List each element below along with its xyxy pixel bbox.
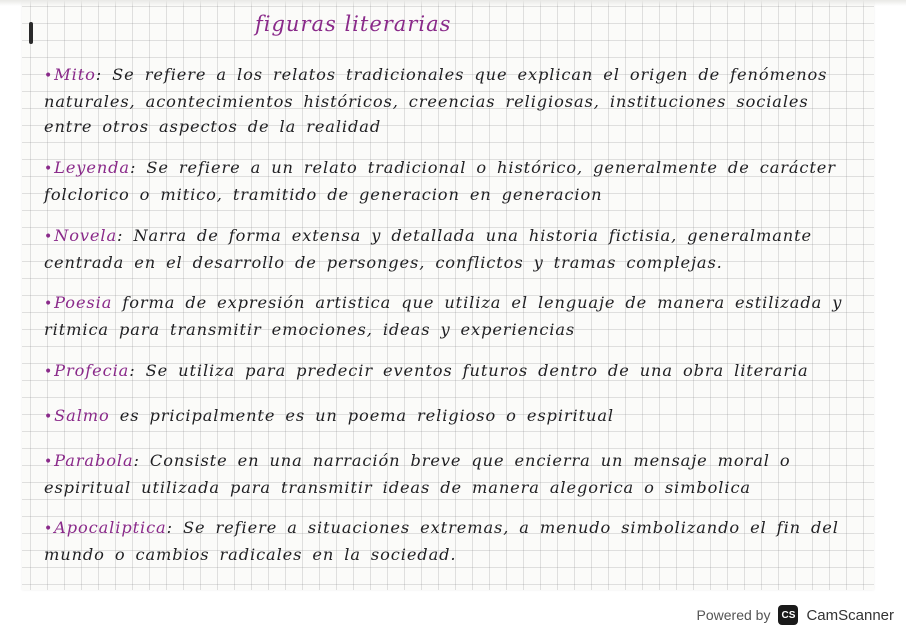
entry-mito: [44, 62, 854, 139]
entry-definition: forma de expresión artistica que utiliza el lenguaje de manera estilizada y ritmica para transmitir emociones, ideas y experiencias: [44, 293, 843, 339]
bullet-icon: •: [44, 364, 54, 380]
entry-profecia: [44, 358, 854, 385]
entry-definition: : Se refiere a un relato tradicional o histórico, generalmente de carácter folclorico o mitico, tramitido de generacion en generacion: [44, 158, 836, 204]
entry-term: Salmo: [54, 406, 110, 425]
page-title: figuras literarias: [255, 12, 452, 36]
entry-definition: : Se utiliza para predecir eventos futuros dentro de una obra literaria: [129, 361, 809, 380]
bullet-icon: •: [44, 229, 54, 245]
camscanner-watermark: [697, 600, 894, 630]
entry-term: Mito: [54, 65, 96, 84]
bullet-icon: •: [44, 521, 54, 537]
entry-apocaliptica: [44, 515, 854, 567]
entry-parabola: [44, 448, 854, 500]
bullet-icon: •: [44, 68, 54, 84]
powered-by-label: Powered by: [696, 607, 771, 623]
entry-term: Apocaliptica: [54, 518, 167, 537]
entry-term: Novela: [54, 226, 118, 245]
entry-salmo: [44, 403, 854, 430]
entry-term: Parabola: [54, 451, 134, 470]
entry-term: Profecia: [54, 361, 130, 380]
entry-term: Poesia: [54, 293, 113, 312]
sheet-top-edge: [0, 0, 906, 6]
bullet-icon: •: [44, 296, 54, 312]
entry-novela: [44, 223, 854, 275]
bullet-icon: •: [44, 409, 54, 425]
entry-poesia: [44, 290, 854, 342]
entry-definition: : Se refiere a situaciones extremas, a menudo simbolizando el fin del mundo o cambios radicales en la sociedad.: [44, 518, 839, 564]
entry-definition: : Narra de forma extensa y detallada una historia fictisia, generalmante centrada en el desarrollo de personges, conflictos y tramas complejas.: [44, 226, 813, 272]
entry-leyenda: [44, 155, 854, 207]
camscanner-name: CamScanner: [806, 606, 894, 624]
camscanner-logo-icon: CS: [778, 605, 798, 625]
entry-definition: : Consiste en una narración breve que encierra un mensaje moral o espiritual utilizada para transmitir ideas de manera alegorica o simbolica: [44, 451, 791, 497]
bullet-icon: •: [44, 161, 54, 177]
bullet-icon: •: [44, 454, 54, 470]
entry-definition: es pricipalmente es un poema religioso o espiritual: [109, 406, 614, 425]
entry-definition: : Se refiere a los relatos tradicionales que explican el origen de fenómenos naturales, acontecimientos históricos, creencias religiosas, instituciones sociales entre otros aspectos de la realidad: [44, 65, 828, 136]
binding-mark: [29, 22, 33, 44]
entry-term: Leyenda: [54, 158, 130, 177]
